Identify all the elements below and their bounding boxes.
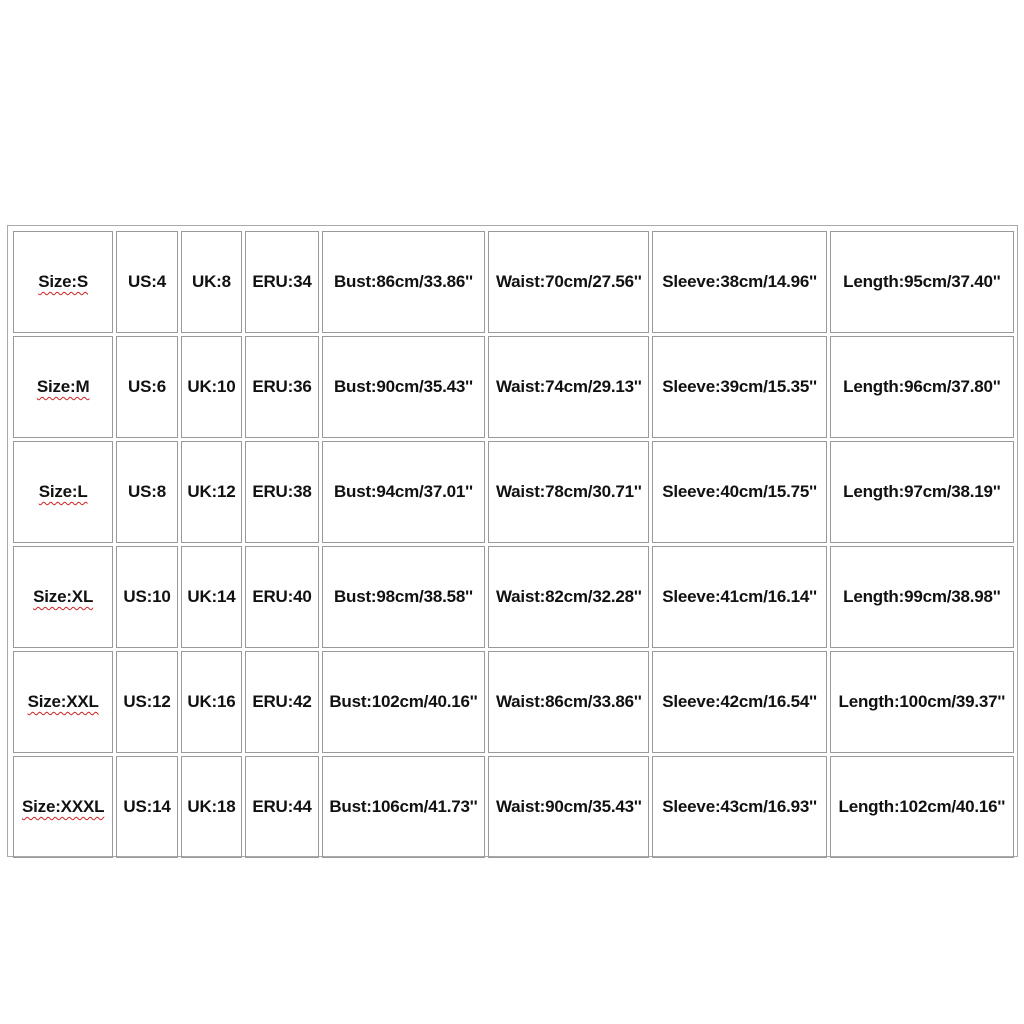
us-size-cell: US:14 bbox=[116, 756, 177, 858]
bust-cell: Bust:102cm/40.16'' bbox=[322, 651, 485, 753]
uk-size-cell: UK:12 bbox=[181, 441, 242, 543]
length-cell: Length:97cm/38.19'' bbox=[830, 441, 1014, 543]
uk-size-cell: UK:10 bbox=[181, 336, 242, 438]
size-label: Size:S bbox=[38, 272, 89, 291]
table-row bbox=[13, 756, 1014, 858]
uk-size-cell: UK:8 bbox=[181, 231, 242, 333]
size-label: Size:M bbox=[36, 377, 90, 396]
size-label: Size:L bbox=[38, 482, 88, 501]
uk-size-cell: UK:18 bbox=[181, 756, 242, 858]
bust-cell: Bust:86cm/33.86'' bbox=[322, 231, 485, 333]
waist-cell: Waist:78cm/30.71'' bbox=[488, 441, 649, 543]
length-cell: Length:96cm/37.80'' bbox=[830, 336, 1014, 438]
size-cell bbox=[13, 231, 113, 333]
eru-size-cell: ERU:44 bbox=[245, 756, 318, 858]
size-cell bbox=[13, 336, 113, 438]
waist-cell: Waist:74cm/29.13'' bbox=[488, 336, 649, 438]
sleeve-cell: Sleeve:41cm/16.14'' bbox=[652, 546, 826, 648]
eru-size-cell: ERU:40 bbox=[245, 546, 318, 648]
length-cell: Length:100cm/39.37'' bbox=[830, 651, 1014, 753]
size-cell bbox=[13, 651, 113, 753]
length-cell: Length:95cm/37.40'' bbox=[830, 231, 1014, 333]
eru-size-cell: ERU:42 bbox=[245, 651, 318, 753]
table-row bbox=[13, 231, 1014, 333]
size-label: Size:XXXL bbox=[22, 797, 105, 816]
waist-cell: Waist:70cm/27.56'' bbox=[488, 231, 649, 333]
size-cell bbox=[13, 546, 113, 648]
table-row bbox=[13, 441, 1014, 543]
uk-size-cell: UK:14 bbox=[181, 546, 242, 648]
us-size-cell: US:4 bbox=[116, 231, 177, 333]
table-row bbox=[13, 651, 1014, 753]
eru-size-cell: ERU:34 bbox=[245, 231, 318, 333]
bust-cell: Bust:98cm/38.58'' bbox=[322, 546, 485, 648]
uk-size-cell: UK:16 bbox=[181, 651, 242, 753]
eru-size-cell: ERU:38 bbox=[245, 441, 318, 543]
sleeve-cell: Sleeve:40cm/15.75'' bbox=[652, 441, 826, 543]
eru-size-cell: ERU:36 bbox=[245, 336, 318, 438]
size-cell bbox=[13, 756, 113, 858]
waist-cell: Waist:90cm/35.43'' bbox=[488, 756, 649, 858]
waist-cell: Waist:86cm/33.86'' bbox=[488, 651, 649, 753]
bust-cell: Bust:90cm/35.43'' bbox=[322, 336, 485, 438]
size-chart-table bbox=[10, 228, 1017, 861]
sleeve-cell: Sleeve:43cm/16.93'' bbox=[652, 756, 826, 858]
us-size-cell: US:6 bbox=[116, 336, 177, 438]
table-row bbox=[13, 336, 1014, 438]
length-cell: Length:99cm/38.98'' bbox=[830, 546, 1014, 648]
size-label: Size:XXL bbox=[27, 692, 99, 711]
bust-cell: Bust:106cm/41.73'' bbox=[322, 756, 485, 858]
sleeve-cell: Sleeve:39cm/15.35'' bbox=[652, 336, 826, 438]
size-cell bbox=[13, 441, 113, 543]
us-size-cell: US:8 bbox=[116, 441, 177, 543]
sleeve-cell: Sleeve:38cm/14.96'' bbox=[652, 231, 826, 333]
table-row bbox=[13, 546, 1014, 648]
length-cell: Length:102cm/40.16'' bbox=[830, 756, 1014, 858]
size-chart-frame bbox=[7, 225, 1018, 857]
sleeve-cell: Sleeve:42cm/16.54'' bbox=[652, 651, 826, 753]
us-size-cell: US:10 bbox=[116, 546, 177, 648]
bust-cell: Bust:94cm/37.01'' bbox=[322, 441, 485, 543]
waist-cell: Waist:82cm/32.28'' bbox=[488, 546, 649, 648]
size-label: Size:XL bbox=[33, 587, 94, 606]
us-size-cell: US:12 bbox=[116, 651, 177, 753]
